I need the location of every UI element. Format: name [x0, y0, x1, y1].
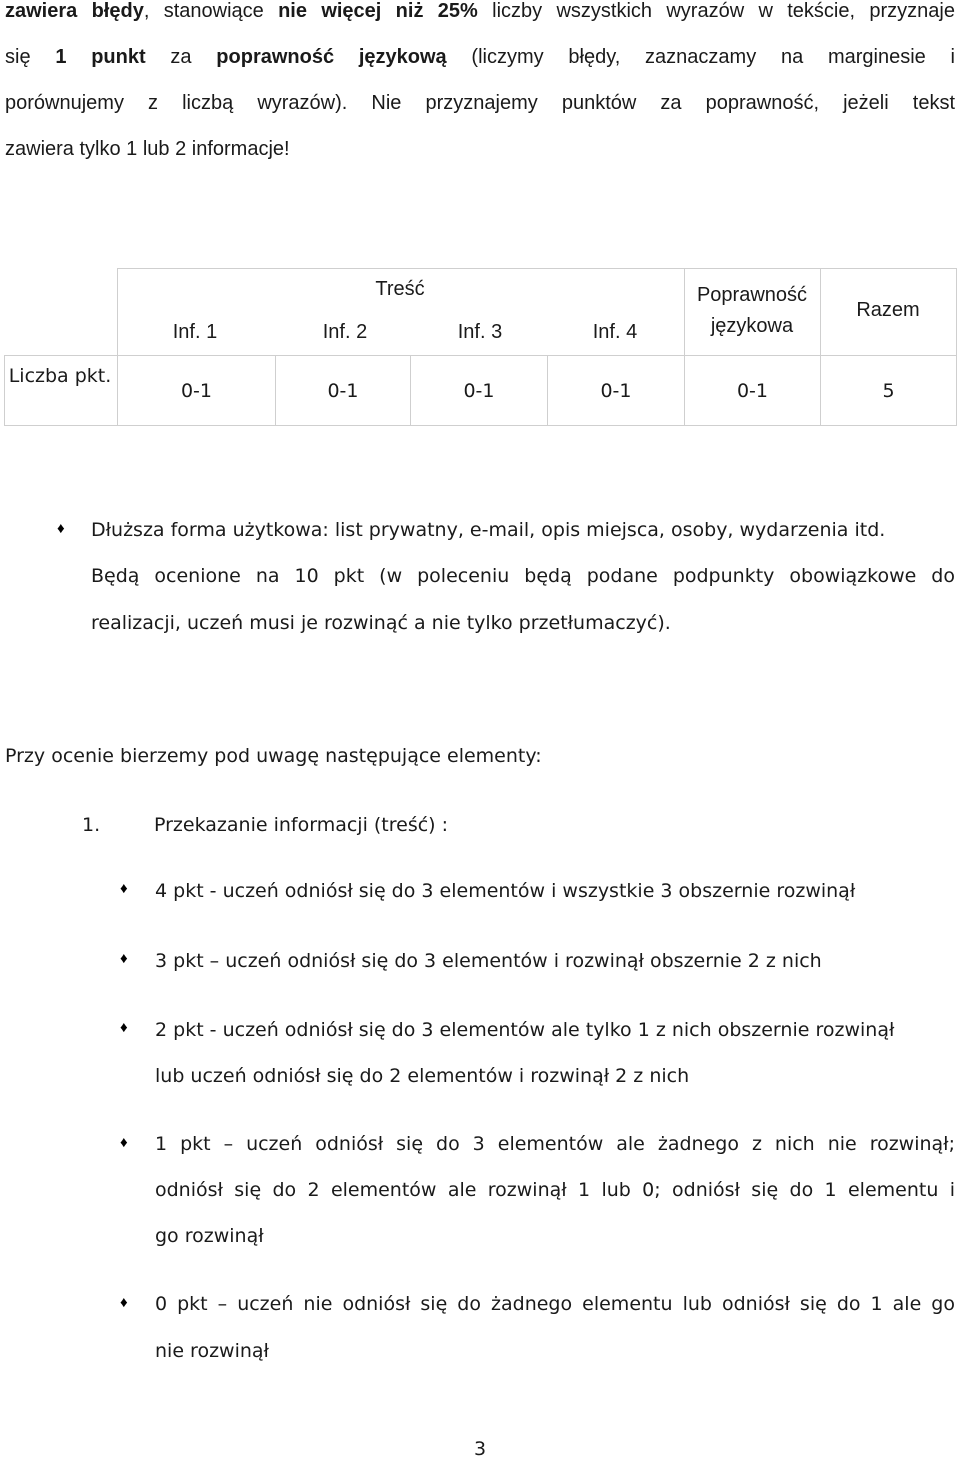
value-inf-3: 0-1 — [463, 380, 495, 402]
diamond-bullet-icon: ♦ — [120, 1019, 128, 1036]
header-content: Treść — [375, 278, 425, 300]
intro-line-2: się 1 punkt za poprawność językową (liczymy błędy, zaznaczamy na marginesie i — [5, 46, 955, 68]
criteria-intro: Przy ocenie bierzemy pod uwagę następujące elementy: — [5, 745, 542, 767]
diamond-bullet-icon: ♦ — [120, 1294, 128, 1311]
value-correctness: 0-1 — [736, 380, 769, 402]
long-form-line-1: Dłuższa forma użytkowa: list prywatny, e-mail, opis miejsca, osoby, wydarzenia itd. — [91, 519, 886, 541]
section-title: Przekazanie informacji (treść) : — [154, 814, 449, 836]
long-form-line-3: realizacji, uczeń musi je rozwinąć a nie tylko przetłumaczyć). — [91, 612, 671, 634]
criterion-3-line-1: 3 pkt – uczeń odniósł się do 3 elementów i rozwinął obszernie 2 z nich — [155, 950, 822, 972]
section-number: 1. — [82, 814, 101, 836]
diamond-bullet-icon: ♦ — [120, 880, 128, 897]
header-inf-2: Inf. 2 — [322, 321, 368, 343]
value-inf-1: 0-1 — [180, 380, 213, 402]
criterion-1-line-1: 1 pkt – uczeń odniósł się do 3 elementów ale żadnego z nich nie rozwinął; — [155, 1133, 955, 1155]
diamond-bullet-icon: ♦ — [120, 1134, 128, 1151]
page-number: 3 — [473, 1438, 487, 1460]
header-inf-1: Inf. 1 — [172, 321, 218, 343]
intro-line-4: zawiera tylko 1 lub 2 informacje! — [5, 138, 290, 160]
criterion-4-line-1: 4 pkt - uczeń odniósł się do 3 elementów i wszystkie 3 obszernie rozwinął — [155, 880, 856, 902]
header-total: Razem — [856, 299, 920, 321]
header-correctness-1: Poprawność — [696, 284, 808, 306]
intro-line-1: zawiera błędy, stanowiące nie więcej niż 25% liczby wszystkich wyrazów w tekście, przyznaje — [5, 0, 955, 22]
diamond-bullet-icon: ♦ — [120, 950, 128, 967]
header-inf-4: Inf. 4 — [592, 321, 638, 343]
score-table — [0, 0, 960, 440]
criterion-1-line-3: go rozwinął — [155, 1225, 264, 1247]
diamond-bullet-icon: ♦ — [57, 520, 65, 537]
long-form-line-2: Będą ocenione na 10 pkt (w poleceniu będą podane podpunkty obowiązkowe do — [91, 565, 955, 587]
criterion-1-line-2: odniósł się do 2 elementów ale rozwinął 1 lub 0; odniósł się do 1 elementu i — [155, 1179, 955, 1201]
criterion-2-line-1: 2 pkt - uczeń odniósł się do 3 elementów ale tylko 1 z nich obszernie rozwinął — [155, 1019, 895, 1041]
header-inf-3: Inf. 3 — [457, 321, 503, 343]
criterion-2-line-2: lub uczeń odniósł się do 2 elementów i rozwinął 2 z nich — [155, 1065, 690, 1087]
value-inf-4: 0-1 — [600, 380, 632, 402]
header-correctness-2: językowa — [710, 315, 794, 337]
value-total: 5 — [882, 380, 895, 402]
criterion-0-line-2: nie rozwinął — [155, 1340, 269, 1362]
criterion-0-line-1: 0 pkt – uczeń nie odniósł się do żadnego elementu lub odniósł się do 1 ale go — [155, 1293, 955, 1315]
intro-line-3: porównujemy z liczbą wyrazów). Nie przyznajemy punktów za poprawność, jeżeli tekst — [5, 92, 955, 114]
row-header-points: Liczba pkt. — [8, 365, 112, 387]
value-inf-2: 0-1 — [327, 380, 359, 402]
